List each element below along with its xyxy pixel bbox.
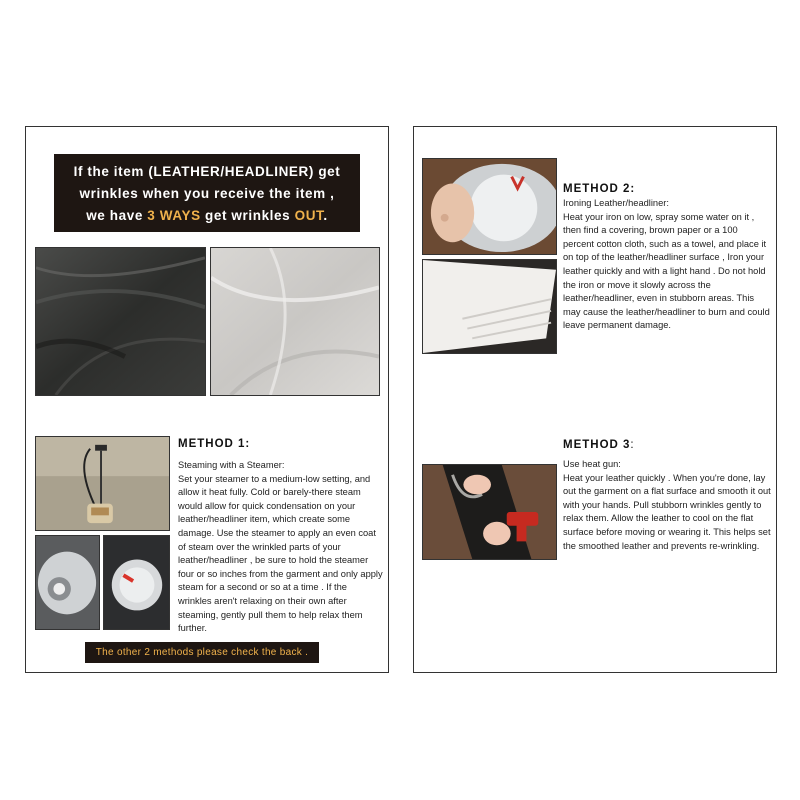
method-3-body: Heat your leather quickly . When you're done, lay out the garment on a flat surface and smooth it out with your hands. Pull stubborn wrinkles gently to relax them. Allow the leather to cool on the flat surface before moving or wearing it. This helps set the smoothed leather and prevents re-wrinkling. <box>563 472 771 551</box>
method-3-subtitle: Use heat gun: <box>563 459 621 469</box>
steamer-dial-photo <box>103 535 170 630</box>
method-3-text <box>563 458 771 553</box>
banner-line-3: we have 3 WAYS get wrinkles OUT. <box>86 208 328 223</box>
method-1-body: Set your steamer to a medium-low setting, and allow it heat fully. Cold or barely-there steam would allow for quick condensation on your leather/headliner item, which create some damage. Use the steamer to apply an even coat of steam over the wrinkled parts of your leather/headliner , be sure to hold the steamer four or so inches from the garment and only apply steam for a second or so at a time . If the wrinkles aren't relaxing on their own after steaming, gently pull them to help relax them further. <box>178 473 383 634</box>
ironing-cloth-photo <box>422 259 557 354</box>
method-1-title: METHOD 1: <box>178 438 251 450</box>
white-leather-photo <box>210 247 380 396</box>
method-2-text <box>563 197 771 333</box>
title-banner <box>54 154 360 232</box>
black-leather-photo <box>35 247 206 396</box>
method-2-title: METHOD 2: <box>563 183 636 195</box>
left-page <box>25 126 389 673</box>
method-3-title: METHOD 3: <box>563 439 635 451</box>
method-2-body: Heat your iron on low, spray some water on it , then find a covering, brown paper or a 100 percent cotton cloth, such as a towel, and place it on top of the leather/headliner surface , Iron your leather quickly and with a light hand . Do not hold the iron or move it slowly across the leather/headliner, even in stubborn areas. This may cause the leather/headliner to burn and could leave permanent damage. <box>563 211 770 331</box>
method-1-text <box>178 459 383 636</box>
banner-line-2: wrinkles when you receive the item , <box>79 186 335 201</box>
footer-note: The other 2 methods please check the back . <box>85 642 319 663</box>
banner-line-1: If the item (LEATHER/HEADLINER) get <box>73 164 341 179</box>
garment-steamer-photo <box>35 436 170 531</box>
highlight-3-ways: 3 WAYS <box>147 208 201 223</box>
heat-gun-photo <box>422 464 557 560</box>
highlight-out: OUT <box>294 208 324 223</box>
steamer-tank-photo <box>35 535 100 630</box>
method-1-subtitle: Steaming with a Steamer: <box>178 460 285 470</box>
iron-dial-photo <box>422 158 557 255</box>
right-page <box>413 126 777 673</box>
method-2-subtitle: Ironing Leather/headliner: <box>563 198 669 208</box>
